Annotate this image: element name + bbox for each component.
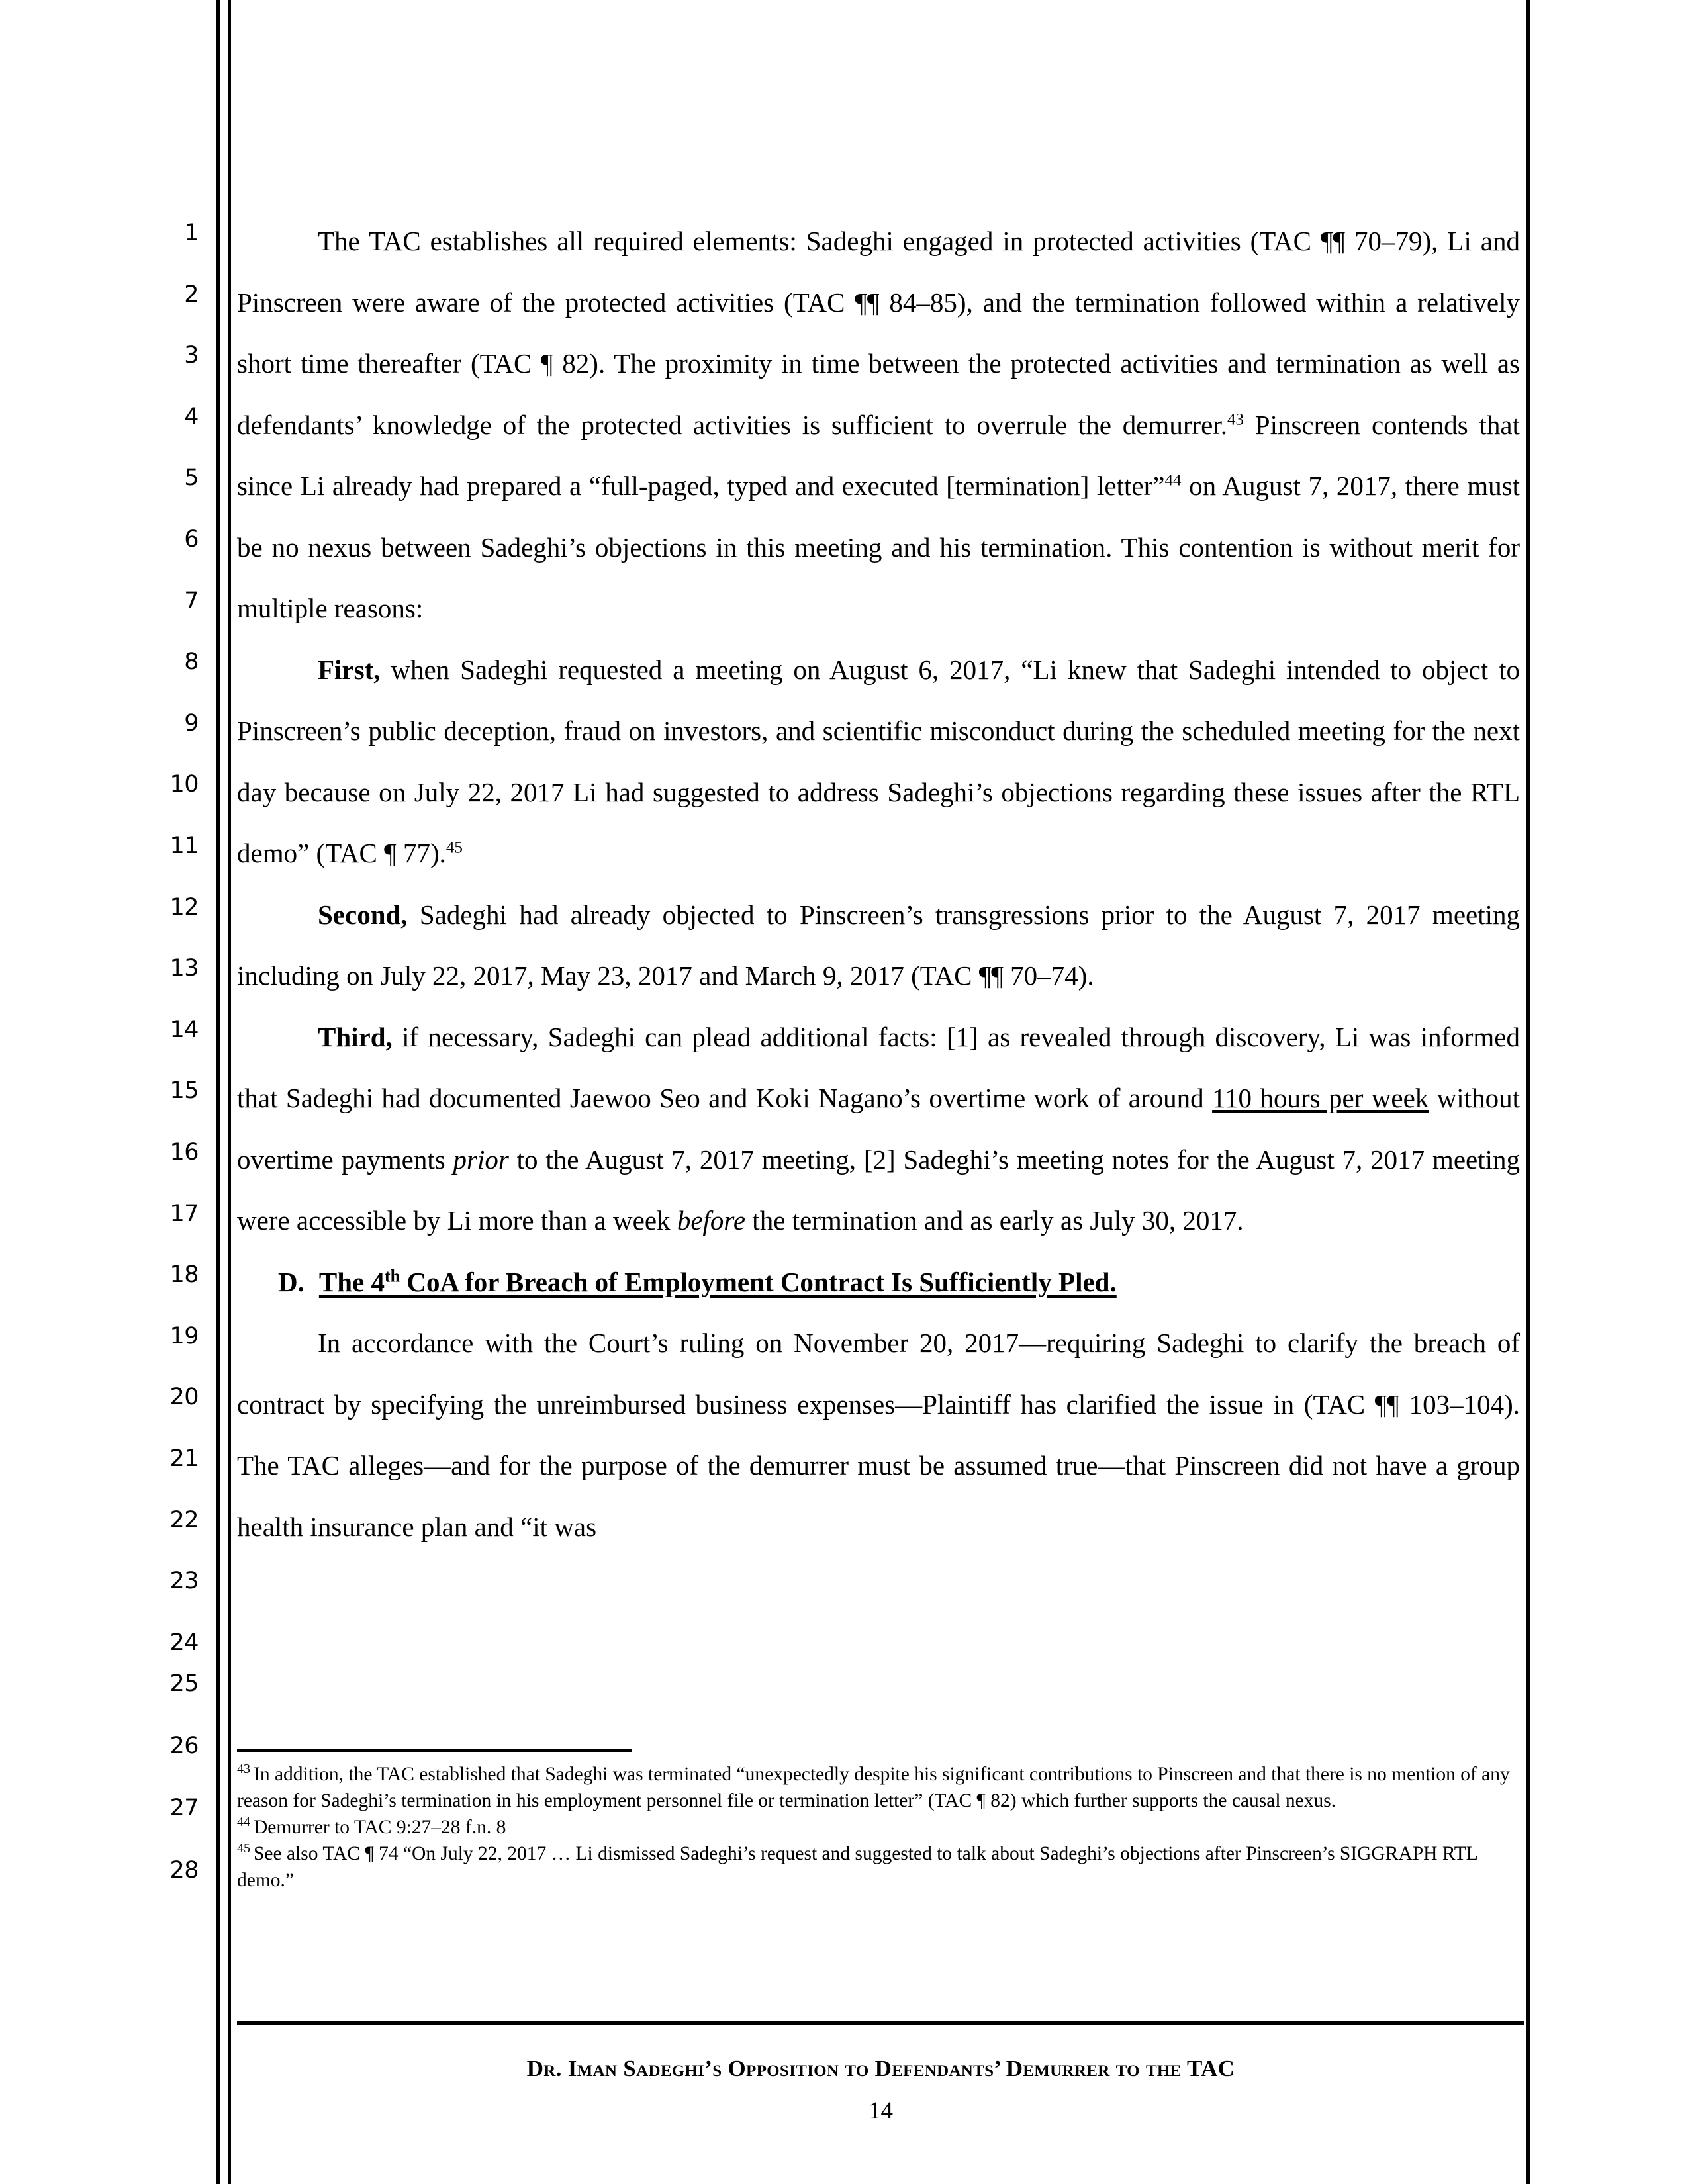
para1-segment-3: on August 7, 2017, there must be no nexus between Sadeghi’s objections in this meeting and his termination. This contention is without merit for multiple reasons: <box>237 471 1521 623</box>
line-number: 19 <box>169 1322 199 1349</box>
para4-lead-in: Third, <box>318 1021 393 1052</box>
line-number: 5 <box>184 465 199 492</box>
section-heading-part-2: CoA for Breach of Employment Contract Is Sufficiently Pled. <box>400 1266 1117 1297</box>
para4-segment-2: without overtime payments <box>237 1083 1520 1175</box>
line-number: 27 <box>169 1795 199 1821</box>
paragraph-second <box>237 884 1520 1007</box>
page-number: 14 <box>868 2097 893 2124</box>
footnote-text-45: See also TAC ¶ 74 “On July 22, 2017 … Li dismissed Sadeghi’s request and suggested to talk about Sadeghi’s objections after Pinscreen’s SIGGRAPH RTL demo.” <box>237 1843 1477 1891</box>
footnote-marker-43: 43 <box>237 1762 250 1777</box>
line-number: 1 <box>184 220 199 246</box>
line-number: 8 <box>184 649 199 676</box>
paragraph-breach-of-contract <box>237 1312 1520 1557</box>
para3-segment-1: Sadeghi had already objected to Pinscreen’s transgressions prior to the August 7, 2017 meeting including on July 22, 2017, May 23, 2017 and March 9, 2017 (TAC ¶¶ 70–74). <box>237 899 1520 991</box>
line-number: 2 <box>184 281 199 308</box>
footnote-block <box>237 1761 1521 1893</box>
line-number: 14 <box>169 1016 199 1043</box>
footer-document-title: Dr. Iman Sadeghi’s Opposition to Defendants’ Demurrer to the TAC <box>526 2056 1235 2081</box>
line-number: 16 <box>169 1139 199 1165</box>
pleading-rule-left-inner <box>228 0 231 2184</box>
line-number: 10 <box>169 771 199 798</box>
pleading-rule-right <box>1526 0 1530 2184</box>
para2-segment-1: when Sadeghi requested a meeting on August 6, 2017, “Li knew that Sadeghi intended to object to Pinscreen’s public deception, fraud on investors, and scientific misconduct during the scheduled meeting for the next day because on July 22, 2017 Li had suggested to address Sadeghi’s objections regarding these issues after the RTL demo” (TAC ¶ 77). <box>237 654 1520 868</box>
line-number: 25 <box>169 1670 199 1697</box>
line-number: 3 <box>184 342 199 369</box>
para4-segment-1: if necessary, Sadeghi can plead additional facts: [1] as revealed through discovery, Li was informed that Sadeghi had documented Jaewoo Seo and Koki Nagano’s overtime work of around <box>237 1021 1520 1113</box>
para4-segment-4: the termination and as early as July 30, 2017. <box>745 1205 1244 1236</box>
section-heading-part-1: The 4 <box>318 1266 385 1297</box>
paragraph-tac-elements <box>237 210 1520 639</box>
line-number: 11 <box>169 833 199 859</box>
footnote-text-43: In addition, the TAC established that Sadeghi was terminated “unexpectedly despite his significant contributions to Pinscreen and that there is no mention of any reason for Sadeghi’s termination in his employment personnel file or termination letter” (TAC ¶ 82) which further supports the causal nexus. <box>237 1764 1510 1811</box>
line-number: 22 <box>169 1506 199 1533</box>
line-number: 7 <box>184 587 199 614</box>
footnote-text-44: Demurrer to TAC 9:27–28 f.n. 8 <box>254 1817 506 1838</box>
line-number: 17 <box>169 1200 199 1227</box>
section-heading-text <box>319 1267 1117 1297</box>
line-number: 12 <box>169 893 199 921</box>
footnote-ref-44[interactable]: 44 <box>1164 471 1182 490</box>
para1-segment-2: Pinscreen contends that since Li already had prepared a “full-paged, typed and executed [termination] letter” <box>237 409 1520 501</box>
para4-underlined-hours: 110 hours per week <box>1212 1083 1429 1113</box>
footnote-item <box>237 1841 1521 1893</box>
footnote-marker-44: 44 <box>237 1815 250 1830</box>
para4-italic-prior: prior <box>453 1144 509 1175</box>
footnote-separator-rule <box>237 1749 632 1752</box>
line-number: 18 <box>169 1261 199 1289</box>
section-heading-ordinal-suffix: th <box>384 1265 400 1285</box>
paragraph-first <box>237 639 1520 884</box>
line-number: 21 <box>169 1445 199 1472</box>
line-number: 6 <box>184 526 199 553</box>
section-heading-d <box>237 1251 1520 1313</box>
line-number-gutter <box>0 0 199 2184</box>
footnote-item <box>237 1761 1521 1814</box>
para4-segment-3: to the August 7, 2017 meeting, [2] Sadeghi’s meeting notes for the August 7, 2017 meeting were accessible by Li more than a week <box>237 1144 1521 1236</box>
footnote-item <box>237 1814 1521 1841</box>
footnote-marker-45: 45 <box>237 1841 250 1856</box>
line-number: 13 <box>169 955 199 982</box>
line-number: 4 <box>184 403 199 430</box>
line-number: 26 <box>169 1733 199 1759</box>
line-number: 24 <box>169 1629 199 1656</box>
para4-italic-before: before <box>677 1205 746 1236</box>
line-number: 23 <box>169 1568 199 1595</box>
footnote-ref-43[interactable]: 43 <box>1227 410 1244 428</box>
para5-segment-1: In accordance with the Court’s ruling on November 20, 2017—requiring Sadeghi to clarify the breach of contract by specifying the unreimbursed business expenses—Plaintiff has clarified the issue in (TAC ¶¶ 103–104). The TAC alleges—and for the purpose of the demurrer must be assumed true—that Pinscreen did not have a group health insurance plan and “it was <box>237 1328 1520 1542</box>
paragraph-third <box>237 1007 1520 1251</box>
line-number: 15 <box>169 1077 199 1105</box>
footnote-ref-45[interactable]: 45 <box>445 839 463 857</box>
footer-separator-rule <box>237 2021 1524 2025</box>
line-number: 28 <box>169 1857 199 1884</box>
pleading-rule-left-outer <box>216 0 220 2184</box>
line-number: 20 <box>169 1384 199 1411</box>
para2-lead-in: First, <box>318 654 381 685</box>
para3-lead-in: Second, <box>318 899 408 930</box>
document-body <box>237 210 1520 1557</box>
section-letter: D. <box>278 1266 305 1297</box>
line-number: 9 <box>184 709 199 737</box>
para1-segment-1: The TAC establishes all required elements: Sadeghi engaged in protected activities (TAC ¶¶ 70–79), Li and Pinscreen were aware of the protected activities (TAC ¶¶ 84–85), and the termination followed within a relatively short time thereafter (TAC ¶ 82). The proximity in time between the protected activities and termination as well as defendants’ knowledge of the protected activities is sufficient to overrule the demurrer. <box>237 226 1520 440</box>
